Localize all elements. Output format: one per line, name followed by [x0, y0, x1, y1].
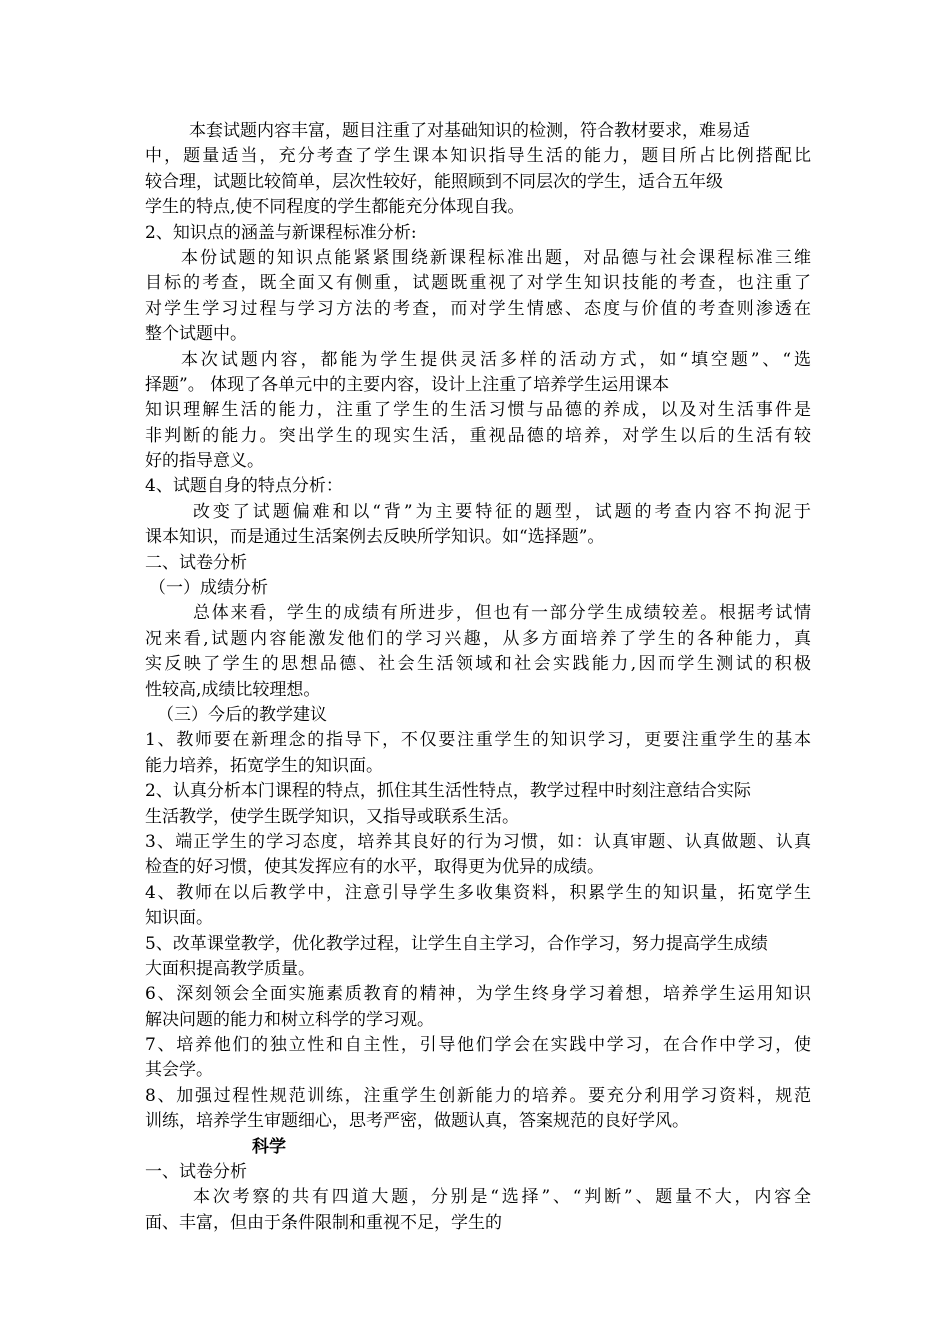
list-item: 4、教师在以后教学中，注意引导学生多收集资料，积累学生的知识量，拓宽学生 — [145, 882, 811, 903]
section-heading: 一、试卷分析 — [145, 1162, 247, 1183]
list-item: 2、认真分析本门课程的特点，抓住其生活性特点，教学过程中时刻注意结合实际 — [145, 781, 751, 802]
list-item: 其会学。 — [145, 1060, 213, 1081]
subject-heading: 科学 — [252, 1136, 286, 1157]
paragraph-line: 学生的特点,使不同程度的学生都能充分体现自我。 — [145, 197, 525, 218]
subsection-heading: （一）成绩分析 — [149, 578, 268, 599]
list-item: 3、端正学生的学习态度，培养其良好的行为习惯，如：认真审题、认真做题、认真 — [145, 831, 811, 852]
list-item: 知识面。 — [145, 908, 213, 929]
paragraph-line: 整个试题中。 — [145, 324, 247, 345]
document-body — [145, 119, 811, 1236]
paragraph-line: 非判断的能力。突出学生的现实生活，重视品德的培养，对学生以后的生活有较 — [145, 425, 811, 446]
paragraph-line: 目标的考查，既全面又有侧重，试题既重视了对学生知识技能的考查，也注重了 — [145, 273, 811, 294]
paragraph-line: 本次考察的共有四道大题，分别是“选择”、“判断”、题量不大，内容全 — [193, 1187, 811, 1208]
paragraph-line: 择题”。 体现了各单元中的主要内容，设计上注重了培养学生运用课本 — [145, 374, 670, 395]
paragraph-line: 知识理解生活的能力，注重了学生的生活习惯与品德的养成，以及对生活事件是 — [145, 400, 811, 421]
paragraph-line: 本套试题内容丰富，题目注重了对基础知识的检测，符合教材要求，难易适 — [189, 121, 750, 141]
paragraph-line: 本次试题内容，都能为学生提供灵活多样的活动方式，如“填空题”、“选 — [181, 349, 811, 370]
list-item: 生活教学，使学生既学知识，又指导或联系生活。 — [145, 806, 519, 827]
section-heading: 二、试卷分析 — [145, 552, 247, 573]
list-item: 1、教师要在新理念的指导下，不仅要注重学生的知识学习，更要注重学生的基本 — [145, 730, 811, 751]
paragraph-line: 对学生学习过程与学习方法的考查，而对学生情感、态度与价值的考查则渗透在 — [145, 298, 811, 319]
list-item: 解决问题的能力和树立科学的学习观。 — [145, 1009, 434, 1030]
list-item: 5、改革课堂教学，优化教学过程，让学生自主学习，合作学习，努力提高学生成绩 — [145, 933, 768, 954]
paragraph-line: 实反映了学生的思想品德、社会生活领域和社会实践能力,因而学生测试的积极 — [145, 654, 811, 675]
list-item: 能力培养，拓宽学生的知识面。 — [145, 755, 383, 776]
paragraph-line: 面、丰富，但由于条件限制和重视不足，学生的 — [145, 1212, 502, 1233]
paragraph-line: 课本知识，而是通过生活案例去反映所学知识。如“选择题”。 — [145, 527, 605, 548]
paragraph-line: 总体来看，学生的成绩有所进步，但也有一部分学生成绩较差。根据考试情 — [193, 603, 811, 624]
paragraph-line: 性较高,成绩比较理想。 — [145, 679, 321, 700]
paragraph-line: 中，题量适当，充分考查了学生课本知识指导生活的能力，题目所占比例搭配比 — [145, 146, 811, 167]
list-item: 7、培养他们的独立性和自主性，引导他们学会在实践中学习，在合作中学习，使 — [145, 1035, 811, 1056]
subsection-heading: （三）今后的教学建议 — [157, 704, 327, 725]
paragraph-line: 好的指导意义。 — [145, 451, 264, 472]
section-heading: 4、试题自身的特点分析： — [145, 476, 343, 497]
list-item: 训练，培养学生审题细心，思考严密，做题认真，答案规范的良好学风。 — [145, 1111, 689, 1132]
list-item: 检查的好习惯，使其发挥应有的水平，取得更为优异的成绩。 — [145, 857, 604, 878]
paragraph-line: 况来看,试题内容能激发他们的学习兴趣，从多方面培养了学生的各种能力，真 — [145, 628, 811, 649]
paragraph-line: 本份试题的知识点能紧紧围绕新课程标准出题，对品德与社会课程标准三维 — [181, 247, 811, 268]
list-item: 6、深刻领会全面实施素质教育的精神，为学生终身学习着想，培养学生运用知识 — [145, 984, 811, 1005]
section-heading: 2、知识点的涵盖与新课程标准分析: — [145, 222, 417, 243]
list-item: 8、加强过程性规范训练，注重学生创新能力的培养。要充分利用学习资料，规范 — [145, 1085, 811, 1106]
paragraph-line: 较合理，试题比较简单，层次性较好，能照顾到不同层次的学生，适合五年级 — [145, 171, 723, 192]
paragraph-line: 改变了试题偏难和以“背”为主要特征的题型，试题的考查内容不拘泥于 — [193, 501, 811, 522]
list-item: 大面积提高教学质量。 — [145, 958, 315, 979]
